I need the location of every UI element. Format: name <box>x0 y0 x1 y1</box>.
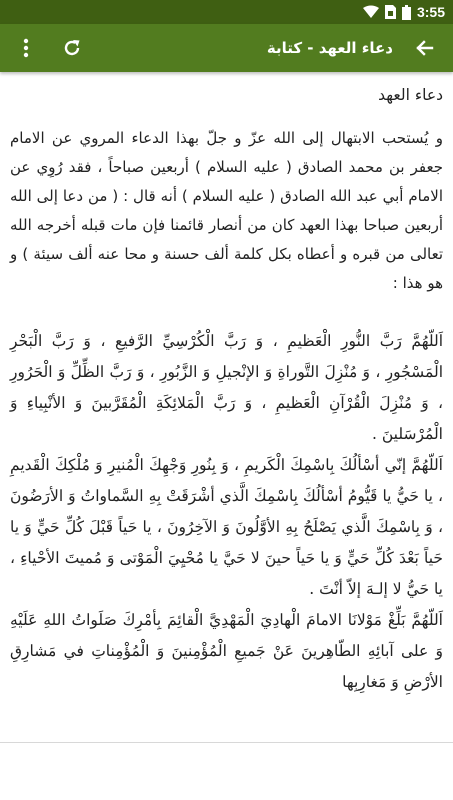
sim-icon <box>385 5 396 19</box>
refresh-icon[interactable] <box>54 30 90 66</box>
prayer-paragraph-1: اَللّهُمَّ رَبَّ النُّورِ الْعَظيمِ ، وَ رَبَّ الْكُرْسِيِّ الرَّفيعِ ، وَ رَبَّ الْبَحْرِ الْمَسْجُورِ ، وَ مُنْزِلَ التَّوراةِ وَ الإنْجيلِ وَ الزَّبُورِ ، وَ رَبَّ الظِّلِّ وَ الْحَرُورِ ، وَ مُنْزِلَ الْقُرْآنِ الْعَظيمِ ، وَ رَبَّ الْمَلائِكَةِ الْمُقَرَّبينَ وَ الأنْبِياءِ وَ الْمُرْسَلينَ . <box>10 332 443 443</box>
battery-icon <box>402 5 411 20</box>
page-title: دعاء العهد - كتابة <box>266 39 393 57</box>
status-bar <box>0 0 453 24</box>
prayer-paragraph-3: اَللّهُمَّ بَلِّغْ مَوْلانَا الامامَ الْهادِيَ الْمَهْدِيَّ الْقائِمَ بِأمْرِكَ صَلَواتُ اللهِ عَلَيْهِ وَ على آبائِهِ الطّاهِرينَ عَنْ جَميعِ الْمُؤْمِنينَ وَ الْمُؤْمِناتِ في مَشارِقِ الأرْضِ وَ مَغارِبِها <box>10 611 443 691</box>
more-vert-icon[interactable] <box>8 30 44 66</box>
bottom-blank-area <box>0 743 453 800</box>
content-scroll-area[interactable] <box>0 72 453 742</box>
intro-paragraph: و يُستحب الابتهال إلى الله عزّ و جلّ بهذا الدعاء المروي عن الامام جعفر بن محمد الصادق ( عليه السلام ) أربعين صباحاً ، فقد رُوِي عن الامام أبي عبد الله الصادق ( عليه السلام ) أنه قال : ( من دعا إلى الله أربعين صباحا بهذا العهد كان من أنصار قائمنا فإن مات قبله أخرجه الله تعالى من قبره و أعطاه بكل كلمة ألف حسنة و محا عنه ألف سيئة ) و هو هذا : <box>10 129 443 292</box>
arrow-back-icon[interactable] <box>407 30 443 66</box>
wifi-icon <box>363 5 379 19</box>
status-time: 3:55 <box>416 4 445 20</box>
prayer-paragraph-2: اَللّهُمَّ إنّي أسْألُكَ بِاسْمِكَ الْكَريمِ ، وَ بِنُورِ وَجْهِكَ الْمُنيرِ وَ مُلْكِكَ الْقَديمِ ، يا حَيُّ يا قَيُّومُ أسْألُكَ بِاسْمِكَ الَّذي أشْرَقَتْ بِهِ السَّماواتُ وَ الأرَضُونَ ، وَ بِاسْمِكَ الَّذي يَصْلَحُ بِهِ الأوَّلُونَ وَ الآخِرُونَ ، يا حَياً قَبْلَ كُلِّ حَيٍّ وَ يا حَياً بَعْدَ كُلِّ حَيٍّ وَ يا حَياً حينَ لا حَيَّ يا مُحْيِيَ الْمَوْتى وَ مُميتَ الأحْياءِ ، يا حَيُّ لا إلـهَ إلاّ أنْتَ . <box>10 456 443 598</box>
app-bar <box>0 24 453 72</box>
document-title: دعاء العهد <box>378 86 443 104</box>
